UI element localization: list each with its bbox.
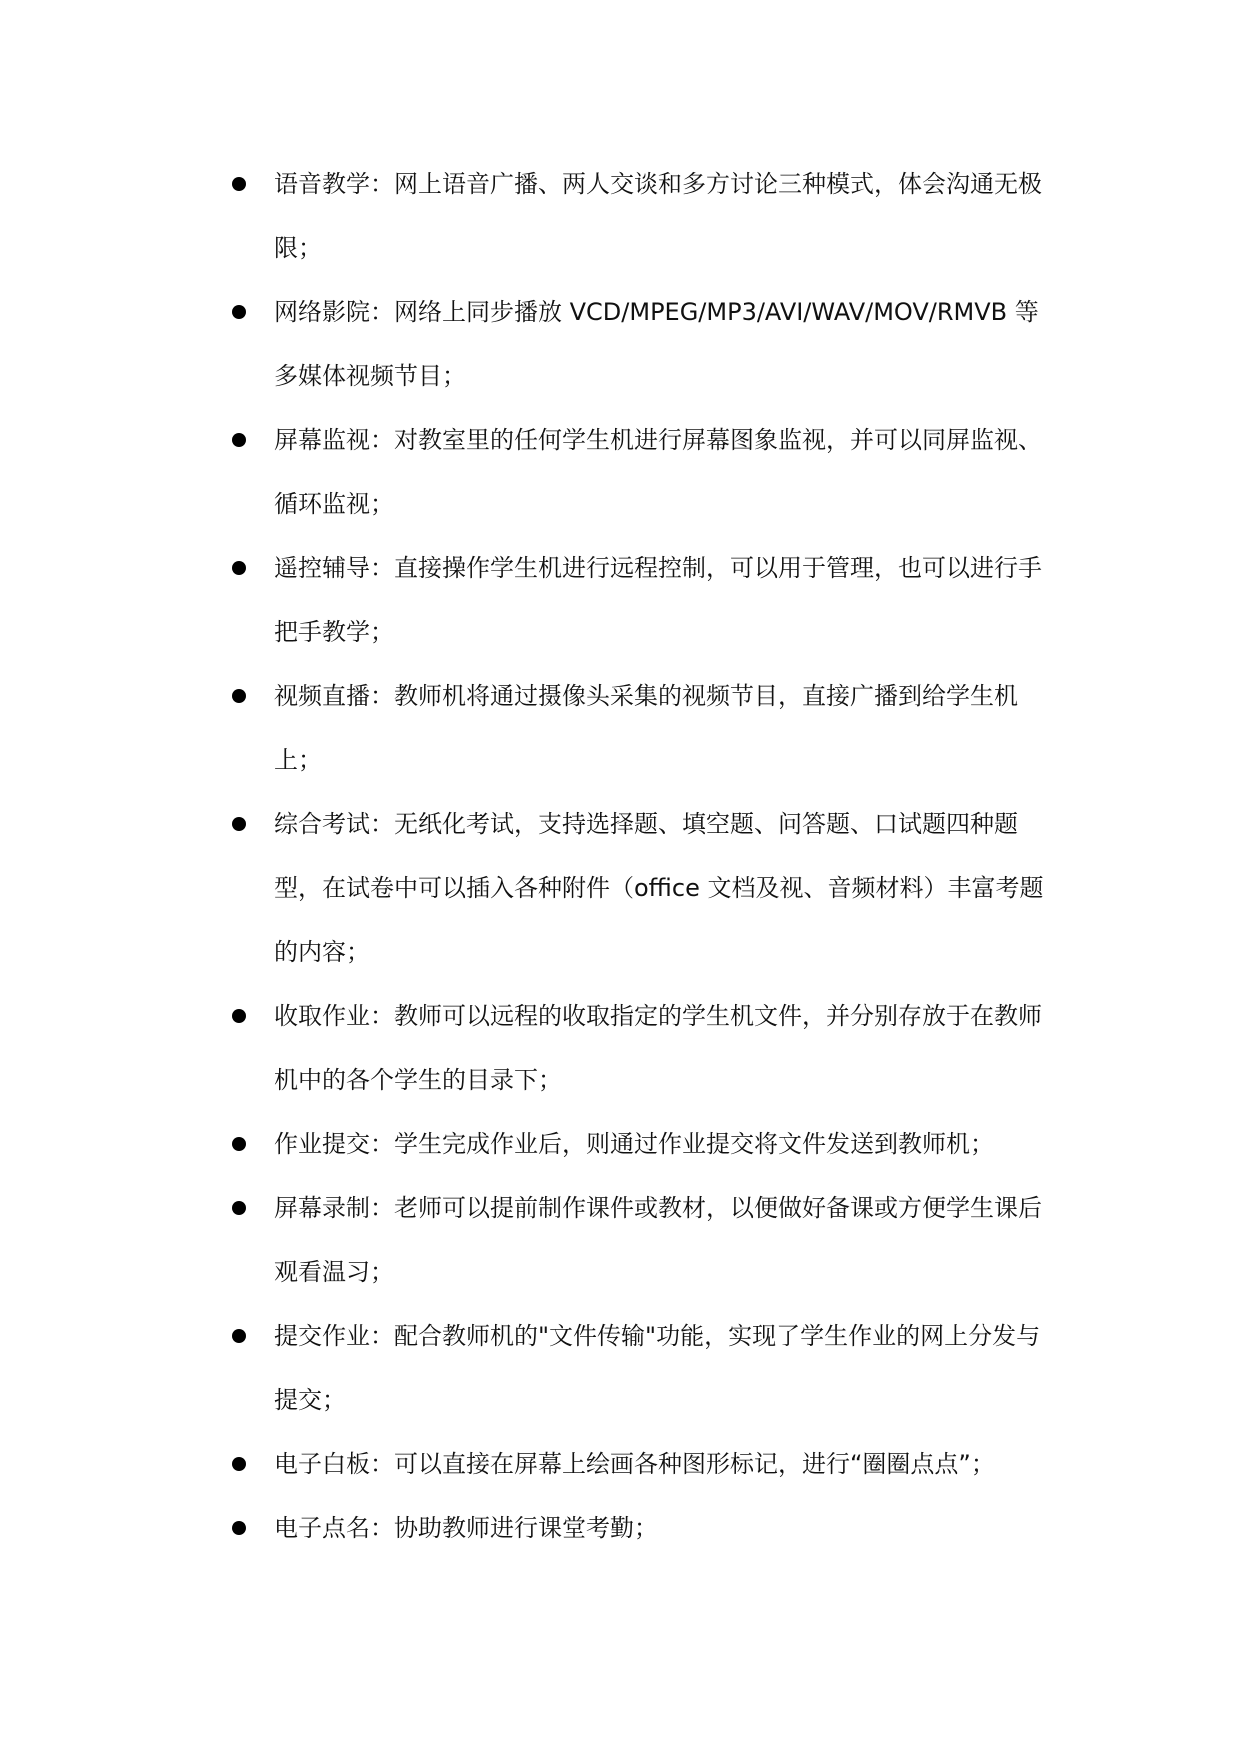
bullet-dot-icon (232, 1457, 246, 1471)
item-separator: ： (370, 298, 394, 326)
list-item-network-cinema (232, 280, 1062, 408)
bullet-dot-icon (232, 1137, 246, 1151)
item-text: 教师可以远程的收取指定的学生机文件，并分别存放于在教师机中的各个学生的目录下； (274, 1002, 1042, 1094)
list-item-voice-teaching (232, 152, 1062, 280)
bullet-dot-icon (232, 433, 246, 447)
item-label: 综合考试 (274, 810, 370, 838)
item-separator: ： (370, 1450, 394, 1478)
bullet-dot-icon (232, 1009, 246, 1023)
list-item-homework-submission (232, 1112, 1062, 1176)
item-text: 无纸化考试，支持选择题、填空题、问答题、口试题四种题型，在试卷中可以插入各种附件（office 文档及视、音频材料）丰富考题的内容； (274, 810, 1044, 966)
list-item-whiteboard (232, 1432, 1062, 1496)
bullet-dot-icon (232, 561, 246, 575)
item-text: 网上语音广播、两人交谈和多方讨论三种模式，体会沟通无极限； (274, 170, 1042, 262)
item-text: 协助教师进行课堂考勤； (394, 1514, 658, 1542)
bullet-dot-icon (232, 177, 246, 191)
item-text: 对教室里的任何学生机进行屏幕图象监视，并可以同屏监视、循环监视； (274, 426, 1042, 518)
item-label: 语音教学 (274, 170, 370, 198)
item-label: 网络影院 (274, 298, 370, 326)
list-item-screen-recording (232, 1176, 1062, 1304)
item-label: 视频直播 (274, 682, 370, 710)
item-label: 提交作业 (274, 1322, 370, 1350)
item-separator: ： (370, 1194, 394, 1222)
bullet-dot-icon (232, 689, 246, 703)
bullet-dot-icon (232, 817, 246, 831)
list-item-remote-tutoring (232, 536, 1062, 664)
item-text: 老师可以提前制作课件或教材，以便做好备课或方便学生课后观看温习； (274, 1194, 1042, 1286)
item-separator: ： (370, 1002, 394, 1030)
list-item-collect-homework (232, 984, 1062, 1112)
item-label: 电子白板 (274, 1450, 370, 1478)
item-text: 网络上同步播放 VCD/MPEG/MP3/AVI/WAV/MOV/RMVB 等多媒体视频节目； (274, 298, 1039, 390)
item-separator: ： (370, 682, 394, 710)
item-separator: ： (370, 1514, 394, 1542)
item-label: 作业提交 (274, 1130, 370, 1158)
item-text: 教师机将通过摄像头采集的视频节目，直接广播到给学生机上； (274, 682, 1018, 774)
item-separator: ： (370, 1130, 394, 1158)
item-label: 电子点名 (274, 1514, 370, 1542)
item-text: 学生完成作业后，则通过作业提交将文件发送到教师机； (394, 1130, 994, 1158)
list-item-comprehensive-exam (232, 792, 1062, 984)
bullet-dot-icon (232, 305, 246, 319)
list-item-roll-call (232, 1496, 1062, 1560)
feature-bullet-list (232, 152, 1062, 1560)
item-label: 屏幕录制 (274, 1194, 370, 1222)
item-separator: ： (370, 810, 394, 838)
item-separator: ： (370, 554, 394, 582)
item-text: 直接操作学生机进行远程控制，可以用于管理，也可以进行手把手教学； (274, 554, 1042, 646)
bullet-dot-icon (232, 1201, 246, 1215)
list-item-screen-monitor (232, 408, 1062, 536)
item-text: 可以直接在屏幕上绘画各种图形标记，进行“圈圈点点”； (394, 1450, 995, 1478)
item-text: 配合教师机的"文件传输"功能，实现了学生作业的网上分发与提交； (274, 1322, 1041, 1414)
bullet-dot-icon (232, 1521, 246, 1535)
list-item-submit-homework (232, 1304, 1062, 1432)
item-label: 收取作业 (274, 1002, 370, 1030)
item-label: 屏幕监视 (274, 426, 370, 454)
list-item-video-live (232, 664, 1062, 792)
item-label: 遥控辅导 (274, 554, 370, 582)
item-separator: ： (370, 170, 394, 198)
bullet-dot-icon (232, 1329, 246, 1343)
item-separator: ： (370, 1322, 394, 1350)
item-separator: ： (370, 426, 394, 454)
